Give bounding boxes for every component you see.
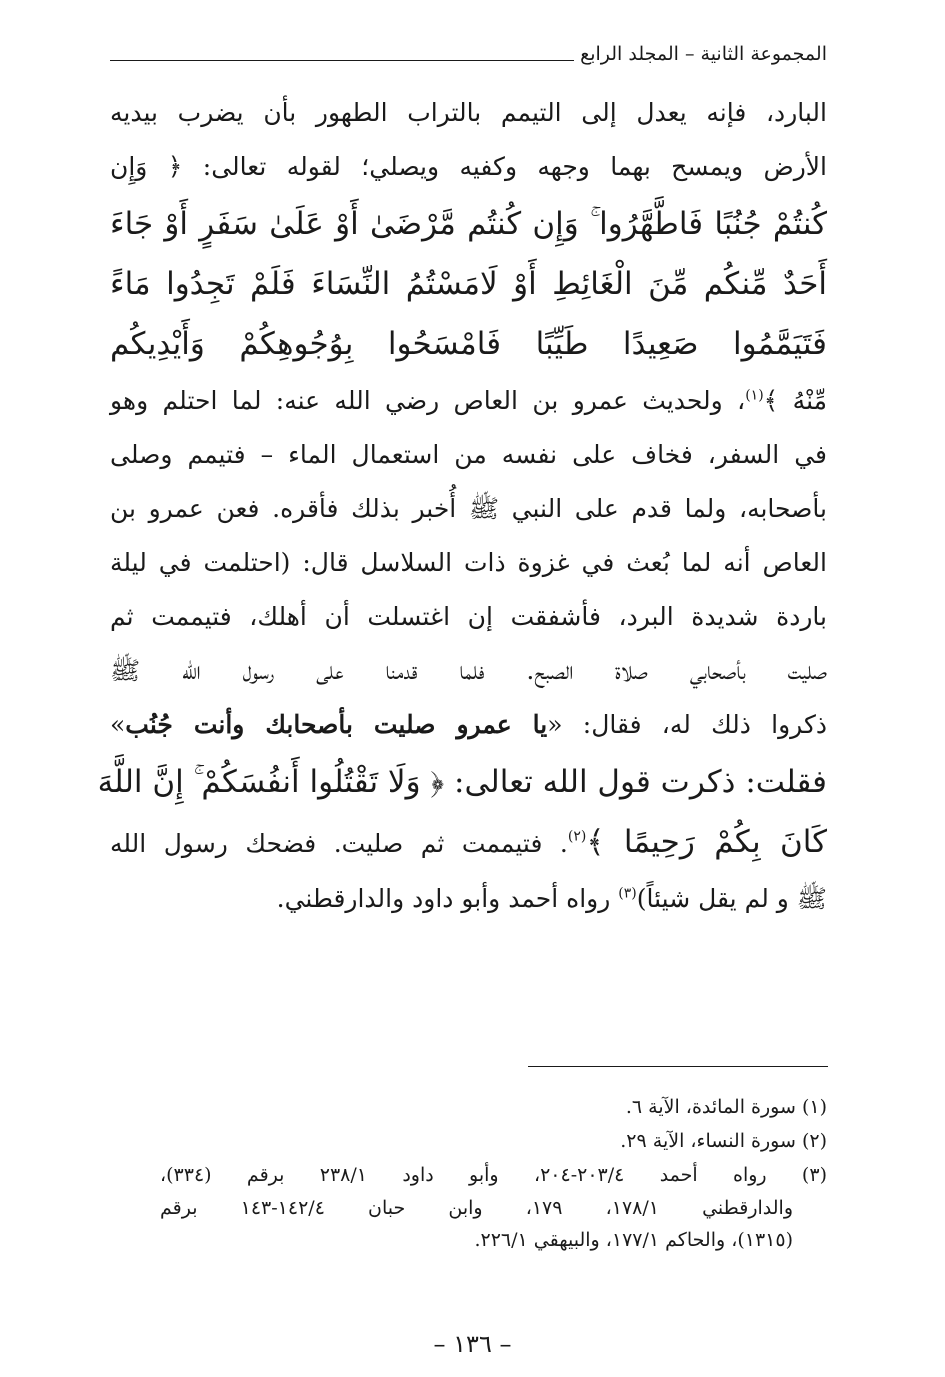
verse-end: مِّنْهُ ﴾ (763, 386, 828, 415)
footnote-3-continued: والدارقطني ١٧٨/١، ١٧٩، وابن حبان ١٤٢/٤-١٤٣ برقم (160, 1197, 794, 1219)
body-line: العاص أنه لما بُعث في غزوة ذات السلاسل قال: (احتلمت في ليلة (110, 548, 827, 577)
body-line: البارد، فإنه يعدل إلى التيمم بالتراب الطهور بأن يضرب بيديه (110, 98, 827, 127)
quran-verse-line (110, 812, 827, 872)
body-line: باردة شديدة البرد، فأشفقت إن اغتسلت أن أهلك، فتيممت ثم (110, 602, 827, 631)
footnote-2: (٢) سورة النساء، الآية ٢٩. (620, 1130, 827, 1152)
header-title: المجموعة الثانية – المجلد الرابع (580, 43, 827, 66)
body-line (110, 872, 827, 926)
footnote-marker-3: (٣) (618, 885, 637, 902)
quran-verse-line: كُنتُمْ جُنُبًا فَاطَّهَّرُوا ۚ وَإِن كُنتُم مَّرْضَىٰ أَوْ عَلَىٰ سَفَرٍ أَوْ جَاءَ (110, 206, 827, 242)
footnote-marker-1: (١) (745, 387, 764, 404)
body-line (110, 374, 827, 428)
hadith-quote: يا عمرو صليت بأصحابك وأنت جُنُب (125, 710, 548, 739)
body-line: بأصحابه، ولما قدم على النبي ﷺ أُخبر بذلك فأقره. فعن عمرو بن (110, 494, 827, 523)
footnote-3: (٣) رواه أحمد ٢٠٣/٤-٢٠٤، وأبو داود ٢٣٨/١ برقم (٣٣٤)، (160, 1164, 827, 1186)
body-line: الأرض ويمسح بهما وجهه وكفيه ويصلي؛ لقوله تعالى: ﴿ وَإِن (110, 152, 827, 181)
footnote-separator (528, 1066, 828, 1067)
page-number: – ١٣٦ – (433, 1330, 512, 1358)
footnote-1: (١) سورة المائدة، الآية ٦. (625, 1096, 827, 1118)
quote-close: » (110, 710, 126, 739)
body-line-text: ﷺ و لم يقل شيئاً) (636, 884, 827, 913)
quran-verse-line: أَحَدٌ مِّنكُم مِّنَ الْغَائِطِ أَوْ لَامَسْتُمُ النِّسَاءَ فَلَمْ تَجِدُوا مَاءً (110, 266, 827, 302)
body-line: صليت بأصحابي صلاة الصبح. فلما قدمنا على رسول الله ﷺ (110, 656, 827, 685)
footnote-marker-2: (٢) (567, 828, 587, 845)
verse-end: كَانَ بِكُمْ رَحِيمًا ﴾ (586, 824, 827, 860)
running-header (110, 26, 827, 66)
body-line-text: رواه أحمد وأبو داود والدارقطني. (276, 884, 619, 913)
footnotes (160, 1090, 827, 1256)
body-text (97, 86, 828, 926)
body-line-text: ذكروا ذلك له، فقال: « (547, 710, 828, 739)
body-line (110, 698, 827, 752)
footnote-3-continued: (١٣١٥)، والحاكم ١٧٧/١، والبيهقي ٢٢٦/١. (474, 1229, 793, 1251)
body-line-text: ، ولحديث عمرو بن العاص رضي الله عنه: لما احتلم وهو (110, 386, 746, 415)
quran-verse-line: فقلت: ذكرت قول الله تعالى: ﴿ وَلَا تَقْتُلُوا أَنفُسَكُمْ ۚ إِنَّ اللَّهَ (97, 764, 827, 800)
body-line: في السفر، فخاف على نفسه من استعمال الماء – فتيمم وصلى (110, 440, 827, 469)
quran-verse-line: فَتَيَمَّمُوا صَعِيدًا طَيِّبًا فَامْسَحُوا بِوُجُوهِكُمْ وَأَيْدِيكُم (110, 326, 827, 362)
body-line-text: . فتيممت ثم صليت. فضحك رسول الله (110, 829, 568, 858)
header-rule (110, 60, 574, 61)
